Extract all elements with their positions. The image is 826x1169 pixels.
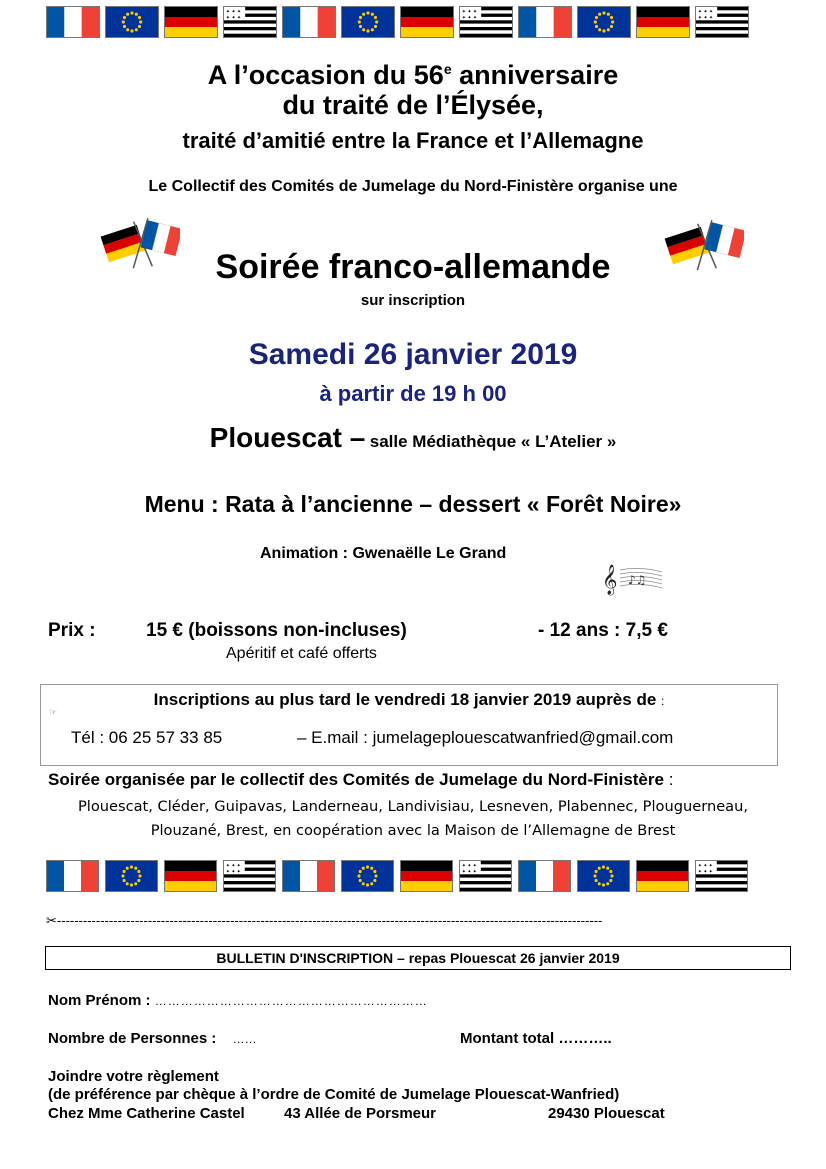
organizers-towns-2: Plouzané, Brest, en coopération avec la Maison de l’Allemagne de Brest: [150, 822, 676, 839]
payment-line-1: Joindre votre règlement: [48, 1068, 219, 1085]
price-adult: 15 € (boissons non-incluses): [146, 620, 407, 641]
header-line-3: traité d’amitié entre la France et l’Allemagne: [182, 128, 644, 153]
header-line-1: A l’occasion du 56e anniversaire: [207, 60, 619, 90]
event-location: [0, 420, 826, 461]
bulletin-title-box: [45, 946, 791, 970]
eu-flag: [105, 6, 159, 38]
event-animation: Animation : Gwenaëlle Le Grand: [260, 545, 507, 562]
registration-deadline: Inscriptions au plus tard le vendredi 18 janvier 2019 auprès de: [153, 690, 657, 709]
name-dots: ………………………………………………………: [154, 994, 428, 1008]
music-notes-icon: [570, 548, 680, 610]
organizers-colon: :: [668, 770, 674, 789]
organizers-towns: Plouescat, Cléder, Guipavas, Landerneau, Landivisiau, Lesneven, Plabennec, Plouguerneau,: [77, 798, 749, 815]
france-flag: [518, 6, 572, 38]
eu-flag: [577, 860, 630, 892]
svg-text:♪♫: ♪♫: [628, 573, 647, 587]
organizers-heading: Soirée organisée par le collectif des Comités de Jumelage du Nord-Finistère: [48, 770, 664, 789]
eu-flag: [341, 6, 395, 38]
cut-line: [46, 912, 706, 930]
top-flag-row: [46, 6, 749, 38]
price-child: - 12 ans : 7,5 €: [538, 620, 668, 641]
germany-flag: [636, 860, 689, 892]
event-menu: Menu : Rata à l’ancienne – dessert « Forêt Noire»: [144, 491, 682, 517]
price-offered: Apéritif et café offerts: [226, 645, 377, 662]
france-flag: [518, 860, 571, 892]
brittany-flag: [223, 6, 277, 38]
organizer-line: Le Collectif des Comités de Jumelage du Nord-Finistère organise une: [148, 178, 678, 195]
france-flag: [282, 6, 336, 38]
event-venue: salle Médiathèque « L’Atelier »: [369, 432, 617, 451]
france-flag: [46, 6, 100, 38]
brittany-flag: [459, 860, 512, 892]
address-name: Chez Mme Catherine Castel: [48, 1105, 245, 1122]
germany-flag: [636, 6, 690, 38]
germany-flag: [164, 860, 217, 892]
france-flag: [46, 860, 99, 892]
germany-flag: [164, 6, 218, 38]
event-subtitle: sur inscription: [360, 292, 466, 309]
germany-flag: [400, 6, 454, 38]
brittany-flag: [223, 860, 276, 892]
brittany-flag: [695, 6, 749, 38]
persons-label: Nombre de Personnes :: [48, 1030, 217, 1047]
france-flag: [282, 860, 335, 892]
brittany-flag: [695, 860, 748, 892]
cut-dashes: ------------------------------------------------------------------------------------------------------------------------------: [56, 913, 603, 928]
registration-box: [40, 684, 778, 766]
address-city: 29430 Plouescat: [548, 1105, 665, 1122]
header-line-2: du traité de l’Élysée,: [282, 90, 544, 120]
bulletin-title: BULLETIN D'INSCRIPTION – repas Plouescat 26 janvier 2019: [216, 950, 620, 966]
scissors-icon: ✂: [46, 913, 57, 928]
organizers-heading-line: [48, 769, 673, 791]
registration-phone: Tél : 06 25 57 33 85: [71, 728, 223, 747]
registration-colon: :: [661, 694, 665, 708]
price-label: Prix :: [48, 620, 96, 641]
address-street: 43 Allée de Porsmeur: [284, 1105, 437, 1122]
event-city: Plouescat –: [209, 422, 366, 453]
name-field[interactable]: [48, 991, 428, 1011]
registration-email[interactable]: – E.mail : jumelageplouescatwanfried@gmail.com: [297, 728, 674, 747]
name-label: Nom Prénom :: [48, 992, 151, 1009]
eu-flag: [577, 6, 631, 38]
bottom-flag-row: [46, 860, 748, 892]
event-time: à partir de 19 h 00: [319, 381, 507, 406]
brittany-flag: [459, 6, 513, 38]
svg-text:𝄞: 𝄞: [602, 565, 618, 595]
event-date: Samedi 26 janvier 2019: [248, 338, 578, 371]
total-field[interactable]: Montant total ………..: [460, 1030, 612, 1047]
eu-flag: [105, 860, 158, 892]
payment-line-2: (de préférence par chèque à l’ordre de Comité de Jumelage Plouescat-Wanfried): [48, 1086, 620, 1103]
event-title: Soirée franco-allemande: [215, 248, 611, 286]
eu-flag: [341, 860, 394, 892]
germany-flag: [400, 860, 453, 892]
phone-hand-icon: ☞: [49, 707, 58, 717]
persons-field[interactable]: [48, 1029, 257, 1049]
persons-dots: ……: [232, 1032, 257, 1046]
